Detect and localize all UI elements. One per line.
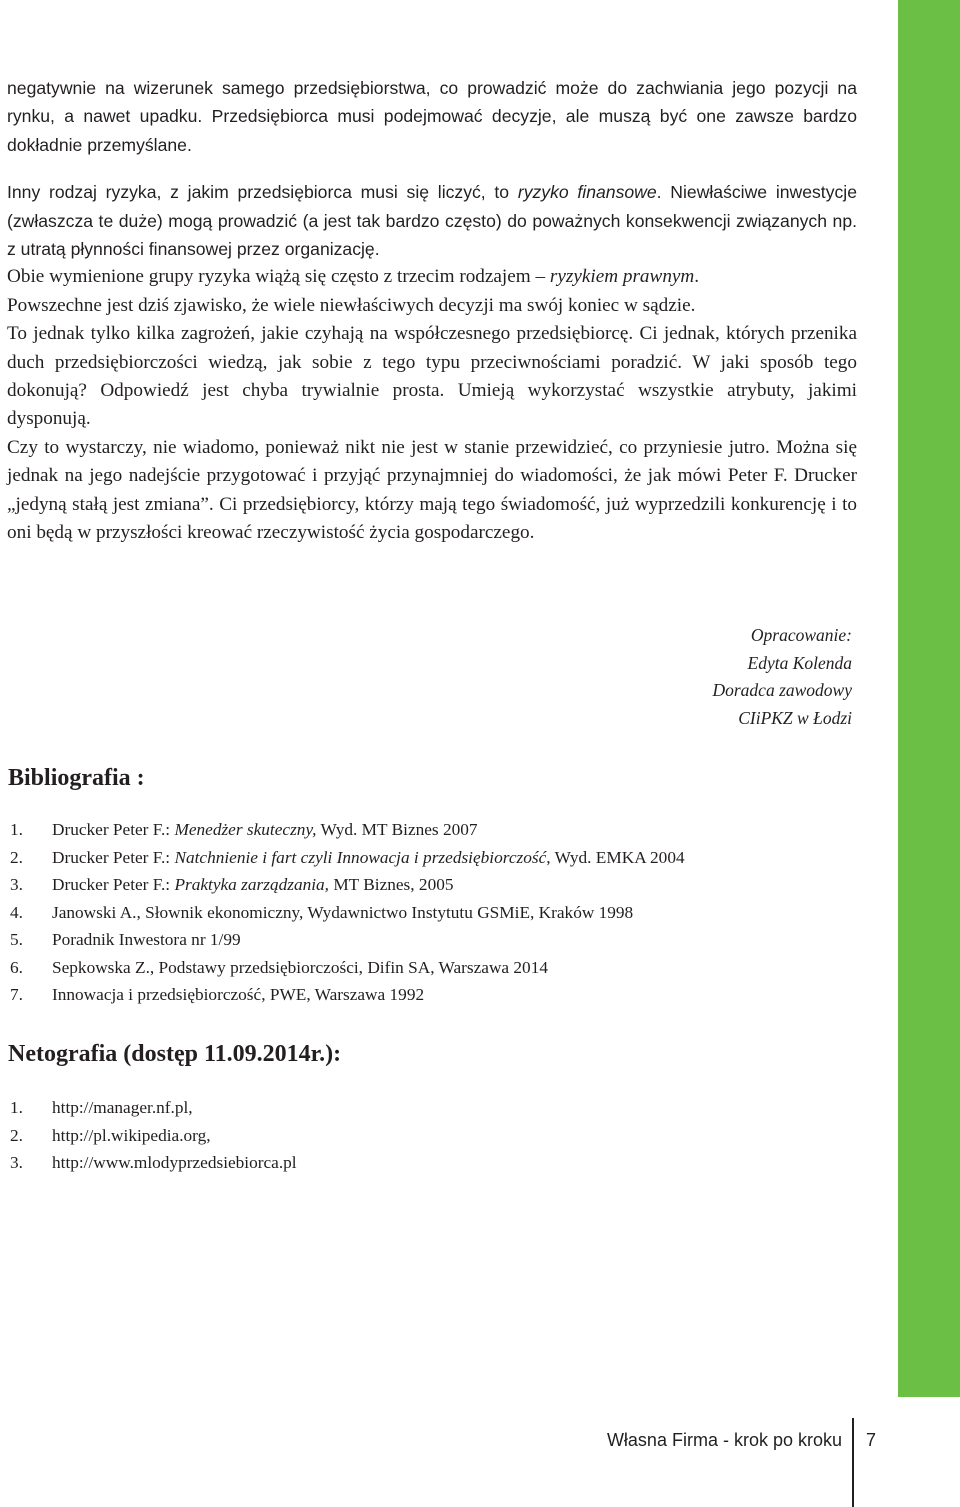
list-item: 3. Drucker Peter F.: Praktyka zarządzania, MT Biznes, 2005: [10, 875, 454, 894]
netography-list: [10, 1094, 297, 1177]
list-item: 2. Drucker Peter F.: Natchnienie i fart czyli Innowacja i przedsiębiorczość, Wyd. EMKA 2004: [10, 847, 685, 867]
list-item: 3. http://www.mlodyprzedsiebiorca.pl: [10, 1149, 297, 1177]
list-item: 1. Drucker Peter F.: Menedżer skuteczny, Wyd. MT Biznes 2007: [10, 820, 478, 839]
paragraph: Powszechne jest dziś zjawisko, że wiele niewłaściwych decyzji ma swój koniec w sądzie.: [7, 294, 696, 316]
netography-heading: Netografia (dostęp 11.09.2014r.):: [8, 1041, 342, 1067]
url-text: http://pl.wikipedia.org,: [52, 1125, 211, 1145]
bibliography-list: [10, 816, 685, 1009]
author-signature: [712, 622, 852, 732]
url-text: http://www.mlodyprzedsiebiorca.pl: [52, 1153, 297, 1172]
signature-line: Doradca zawodowy: [712, 680, 852, 700]
bibliography-heading: Bibliografia :: [8, 765, 145, 791]
paragraph: Obie wymienione grupy ryzyka wiążą się często z trzecim rodzajem – ryzykiem prawnym.: [7, 266, 700, 288]
list-item: 2. http://pl.wikipedia.org,: [10, 1122, 297, 1150]
paragraph: negatywnie na wizerunek samego przedsiębiorstwa, co prowadzić może do zachwiania jego pozycji na rynku, a nawet upadku. Przedsiębiorca musi podejmować decyzje, ale muszą być one zawsze bardzo dokładnie przemyślane.: [7, 78, 857, 155]
list-item: 1. http://manager.nf.pl,: [10, 1094, 297, 1122]
list-item: 6. Sepkowska Z., Podstawy przedsiębiorczości, Difin SA, Warszawa 2014: [10, 957, 548, 977]
list-item: 7. Innowacja i przedsiębiorczość, PWE, Warszawa 1992: [10, 985, 425, 1004]
signature-line: Opracowanie:: [750, 625, 852, 645]
paragraph: To jednak tylko kilka zagrożeń, jakie czyhają na współczesnego przedsiębiorcę. Ci jednak, których przenika duch przedsiębiorczości wiedzą, jak sobie z tego typu przeciwnościami poradzić. W jaki sposób tego dokonują? Odpowiedź jest chyba trywialnie prosta. Umieją wykorzystać wszystkie atrybuty, jakimi dysponują.: [7, 323, 857, 430]
list-item: 4. Janowski A., Słownik ekonomiczny, Wydawnictwo Instytutu GSMiE, Kraków 1998: [10, 902, 634, 922]
green-side-bar: [898, 0, 960, 1397]
signature-line: Edyta Kolenda: [747, 652, 852, 673]
paragraph: Inny rodzaj ryzyka, z jakim przedsiębiorca musi się liczyć, to ryzyko finansowe. Niewłaściwe inwestycje (zwłaszcza te duże) mogą prowadzić (a jest tak bardzo często) do poważnych konsekwencji związanych np. z utratą płynności finansowej przez organizację.: [7, 182, 857, 260]
list-item: 5. Poradnik Inwestora nr 1/99: [10, 930, 241, 949]
footer-publication-title: Własna Firma - krok po kroku: [606, 1430, 842, 1450]
page-number: 7: [866, 1430, 877, 1450]
url-text: http://manager.nf.pl,: [52, 1098, 193, 1117]
paragraph: Czy to wystarczy, nie wiadomo, ponieważ nikt nie jest w stanie przewidzieć, co przyniesie jutro. Można się jednak na jego nadejście przygotować i przyjąć przynajmniej do wiadomości, że jak mówi Peter F. Drucker „jedyną stałą jest zmiana”. Ci przedsiębiorcy, którzy mają tego świadomość, już wyprzedzili konkurencję i to oni będą w przyszłości kreować rzeczywistość życia gospodarczego.: [7, 436, 857, 544]
signature-line: CIiPKZ w Łodzi: [738, 707, 852, 728]
footer-divider: [852, 1418, 854, 1507]
body-text: [7, 74, 857, 548]
